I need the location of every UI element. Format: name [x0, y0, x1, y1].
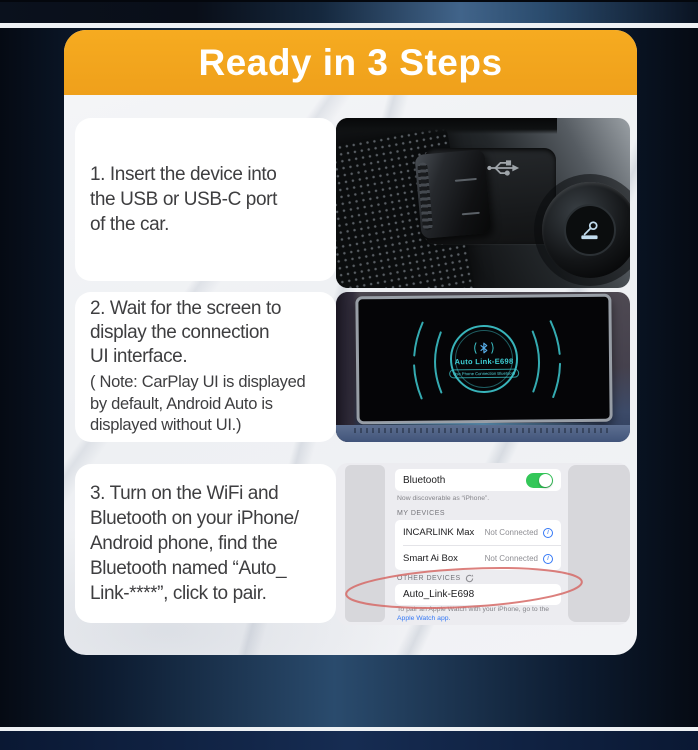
cigarette-lighter-socket [542, 182, 630, 278]
top-border-band [0, 0, 698, 23]
footer-text: To pair an Apple Watch with your iPhone, go to the [397, 606, 550, 613]
console-top-shadow [336, 118, 557, 134]
step1-line-3: of the car. [90, 214, 170, 235]
device-status: Not Connected [484, 554, 538, 563]
step1-line-2: the USB or USB-C port [90, 189, 277, 210]
new-device-name: Auto_Link-E698 [403, 589, 475, 600]
device-status: Not Connected [484, 528, 538, 537]
usb-icon [486, 156, 520, 180]
bottom-border-band [0, 731, 698, 750]
bluetooth-toggle [526, 473, 553, 488]
step3-line-4: Bluetooth named “Auto_ [90, 558, 287, 579]
device-row [395, 520, 561, 545]
pairing-circle [450, 325, 519, 394]
infotainment-screen [355, 294, 612, 425]
top-divider-line [0, 23, 698, 28]
adapter-detail-line [455, 178, 477, 182]
step2-note [90, 372, 336, 437]
step3-line-3: Android phone, find the [90, 533, 278, 554]
step1-text-card [75, 118, 336, 281]
red-highlight-circle [340, 560, 588, 616]
other-devices-label: OTHER DEVICES [397, 575, 461, 582]
title-banner [64, 30, 637, 95]
step3-line-5: Link-****”, click to pair. [90, 583, 267, 604]
step3-line-1: 3. Turn on the WiFi and [90, 483, 279, 504]
info-icon [543, 528, 553, 538]
step2-line-3: UI interface. [90, 346, 188, 368]
page-title: Ready in 3 Steps [198, 41, 503, 83]
step2-line-1: 2. Wait for the screen to [90, 298, 281, 320]
step3-text-card [75, 464, 336, 623]
car-screen-device-name: Auto Link-E698 [454, 356, 514, 366]
my-devices-header: MY DEVICES [397, 510, 446, 517]
discoverable-text: Now discoverable as “iPhone”. [397, 495, 490, 502]
bluetooth-label: Bluetooth [403, 474, 446, 486]
carplay-adapter-device [414, 149, 491, 239]
step3-line-2: Bluetooth on your iPhone/ [90, 508, 299, 529]
bluetooth-toggle-row [395, 469, 561, 491]
content-panel [64, 30, 637, 655]
step2-note-line-1: ( Note: CarPlay UI is displayed [90, 373, 306, 392]
dashboard-vent-strip [336, 425, 630, 442]
device-name: INCARLINK Max [403, 527, 475, 538]
car-screen-pill-label: Use Phone Connection Bluetooth [449, 368, 519, 378]
step2-photo-car-screen [336, 292, 630, 442]
step2-text-card [75, 292, 336, 442]
step1-line-1: 1. Insert the device into [90, 164, 277, 185]
lighter-icon [577, 217, 603, 243]
bluetooth-icon [471, 340, 497, 354]
footer-link: Apple Watch app. [397, 614, 451, 622]
step2-note-line-3: displayed without UI.) [90, 416, 242, 435]
device-name: Smart Ai Box [403, 553, 458, 564]
step2-line-2: display the connection [90, 322, 270, 344]
step1-photo-usb-port [336, 118, 630, 288]
adapter-ribbed-edge [417, 162, 433, 231]
step2-note-line-2: by default, Android Auto is [90, 394, 273, 413]
adapter-detail-line [462, 212, 480, 216]
lighter-button [564, 204, 616, 256]
step3-photo-phone-settings [336, 463, 630, 625]
